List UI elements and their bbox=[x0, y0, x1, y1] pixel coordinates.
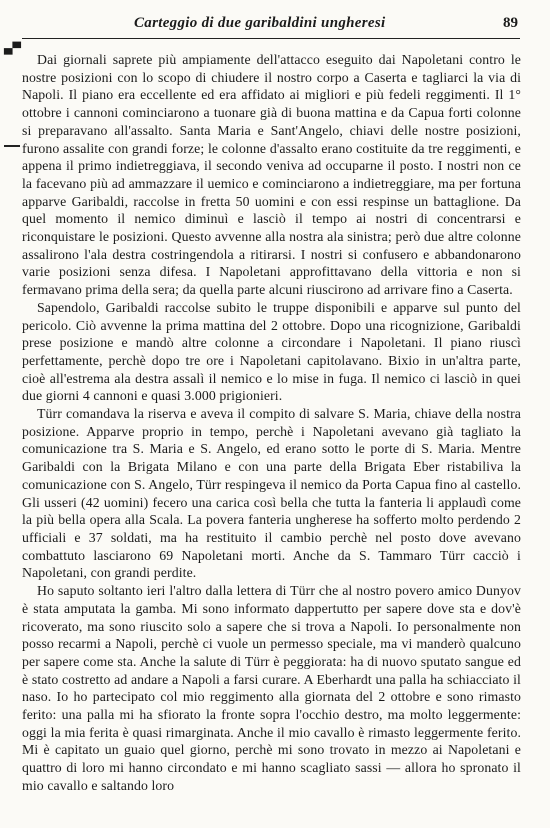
paragraph: Dai giornali saprete più ampiamente dell'attacco eseguito dai Napoletani contro le nostre posizioni con lo scopo di chiudere il nostro corpo a Caserta e tagliarci la via di Napoli. Il piano era eccellente ed era affidato ai migliori e più fedeli reggimenti. Il 1° ottobre i cannoni cominciarono a tuonare già di buona mattina e da Capua forti colonne si preparavano all'assalto. Santa Maria e Sant'Angelo, chiavi delle nostre posizioni, furono assalite con grandi forze; le colonne d'assalto erano costituite da tre reggimenti, e appena il primo indietreggiava, il secondo veniva ad occuparne il posto. I nostri non ce la facevano più ad ammazzare il uemico e cominciarono a indietreggiare, ma per fortuna apparve Garibaldi, raccolse in fretta 50 uomini e con essi respinse un battaglione. Da quel momento il nemico diminuì e lasciò il tempo ai nostri di concentrarsi e riconquistare le posizioni. Questo avvenne alla nostra ala sinistra; però due altre colonne assalirono l'ala destra costringendola a ritirarsi. I nostri si confusero e abbandonarono varie posizioni senza difesa. I Napoletani approfittavano della vittoria e non si fermavano prima della sera; da quella parte alcuni riuscirono ad arrivare fino a Caserta. bbox=[22, 52, 521, 298]
paragraph: Sapendolo, Garibaldi raccolse subito le truppe disponibili e apparve sul punto del pericolo. Ciò avvenne la prima mattina del 2 ottobre. Dopo una ricognizione, Garibaldi prese posizione e mandò altre colonne a circondare i Napoletani. Il piano riuscì perfettamente, perchè dopo tre ore i Napoletani capitolavano. Bixio in un'altra parte, cioè all'estrema ala destra assalì il nemico e lo mise in fuga. Il nemico ci lasciò in quei due giorni 4 cannoni e quasi 3.000 prigionieri. bbox=[22, 299, 521, 404]
header-rule bbox=[22, 38, 520, 39]
body-text bbox=[22, 51, 521, 795]
paragraph: Ho saputo soltanto ieri l'altro dalla lettera di Türr che al nostro povero amico Dunyov è stata amputata la gamba. Mi sono informato dappertutto per sapere dove sta e dov'è ricoverato, ma sono riuscito solo a sapere che si trova a Napoli. Io personalmente non posso recarmi a Napoli, perchè ci vuole un permesso speciale, ma vi manderò qualcuno per sapere come sta. Anche la salute di Türr è peggiorata: ha di nuovo sputato sangue ed è stato costretto ad andare a Napoli a farsi curare. A Eberhardt una palla ha schiacciato il naso. Io ho partecipato col mio reggimento alla giornata del 2 ottobre e sono rimasto ferito: una palla mi ha sfiorato la fronte sopra l'occhio destro, ma molto leggermente: oggi la mia ferita è quasi rimarginata. Anche il mio cavallo è rimasto leggermente ferito. Mi è capitato un guaio quel giorno, perchè mi sono trovato in mezzo ai Napoletani e quattro di loro mi hanno circondato e mi hanno scagliato sassi — allora ho spronato il mio cavallo e saltando loro bbox=[22, 583, 521, 793]
margin-print-mark: ▄▀ bbox=[4, 42, 21, 55]
page-number: 89 bbox=[503, 15, 518, 31]
margin-dash-mark bbox=[4, 145, 20, 147]
paragraph: Türr comandava la riserva e aveva il compito di salvare S. Maria, chiave della nostra posizione. Apparve proprio in tempo, perchè i Napoletani avevano già tagliato la comunicazione tra S. Maria e S. Angelo, ed erano sotto le porte di S. Maria. Mentre Garibaldi con la Brigata Milano e con una parte della Brigata Eber ristabiliva la comunicazione con S. Angelo, Türr respingeva il nemico da Porta Capua fino al castello. Gli usseri (42 uomini) fecero una carica così bella che tutta la fanteria li applaudì come la più bella opera alla Scala. La povera fanteria ungherese ha sofferto molto perdendo 2 ufficiali e 37 soldati, ma ha restituito il cambio perchè nel posto dove avevano combattuto lasciarono 69 Napoletani morti. Anche da S. Tammaro Türr cacciò i Napoletani, con grandi perdite. bbox=[22, 406, 521, 581]
running-title: Carteggio di due garibaldini ungheresi bbox=[134, 15, 386, 31]
page-header bbox=[134, 15, 518, 37]
